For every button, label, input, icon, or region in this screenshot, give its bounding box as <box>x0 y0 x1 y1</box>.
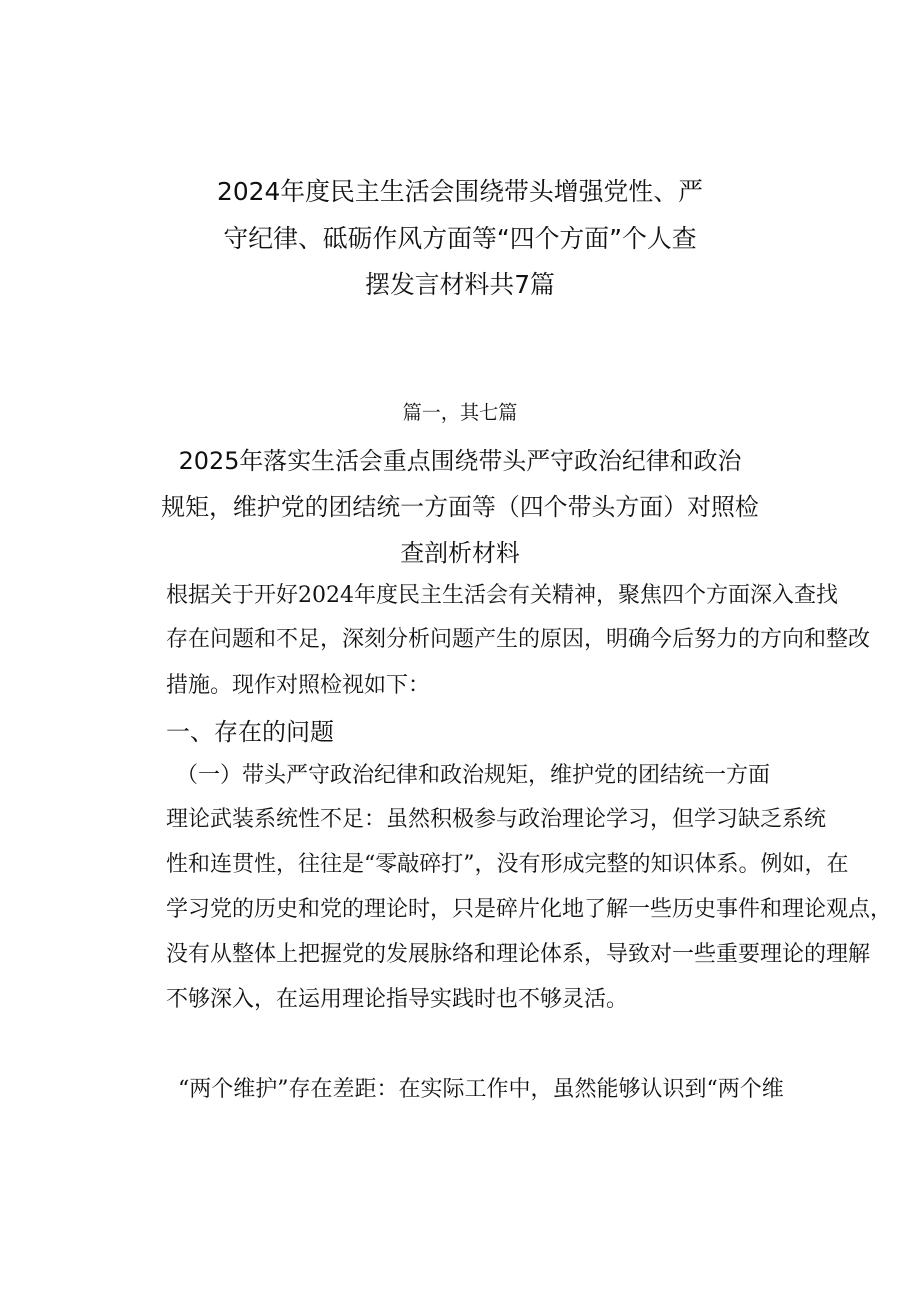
intro-line-1: 根据关于开好2024年度民主生活会有关精神，聚焦四个方面深入查找 <box>166 583 838 608</box>
paragraph-1-line-4: 没有从整体上把握党的发展脉络和理论体系，导致对一些重要理论的理解 <box>166 942 871 967</box>
paragraph-1-line-5: 不够深入，在运用理论指导实践时也不够灵活。 <box>166 987 629 1012</box>
sub-title-line-2: 规矩，维护党的团结统一方面等（四个带头方面）对照检 <box>161 493 759 521</box>
subsection-heading: （一）带头严守政治纪律和政治规矩，维护党的团结统一方面 <box>176 763 771 788</box>
intro-line-2: 存在问题和不足，深刻分析问题产生的原因，明确今后努力的方向和整改 <box>166 627 871 652</box>
part-label: 篇一，其七篇 <box>402 401 518 424</box>
main-title-line-1: 2024年度民主生活会围绕带头增强党性、严 <box>217 177 703 206</box>
paragraph-1-line-1: 理论武装系统性不足：虽然积极参与政治理论学习，但学习缺乏系统 <box>166 807 827 832</box>
paragraph-1-line-3: 学习党的历史和党的理论时，只是碎片化地了解一些历史事件和理论观点， <box>166 897 893 922</box>
sub-title-line-1: 2025年落实生活会重点围绕带头严守政治纪律和政治 <box>178 447 742 475</box>
main-title-line-2: 守纪律、砥砺作风方面等“四个方面”个人查 <box>223 224 697 253</box>
main-title-line-3: 摆发言材料共7篇 <box>365 270 555 299</box>
section-heading: 一、存在的问题 <box>166 718 334 746</box>
paragraph-2-line-1: “两个维护”存在差距：在实际工作中，虽然能够认识到“两个维 <box>178 1077 784 1102</box>
sub-title-line-3: 查剖析材料 <box>400 539 520 567</box>
paragraph-1-line-2: 性和连贯性，往往是“零敲碎打”，没有形成完整的知识体系。例如，在 <box>166 852 849 877</box>
intro-line-3: 措施。现作对照检视如下： <box>166 673 431 698</box>
